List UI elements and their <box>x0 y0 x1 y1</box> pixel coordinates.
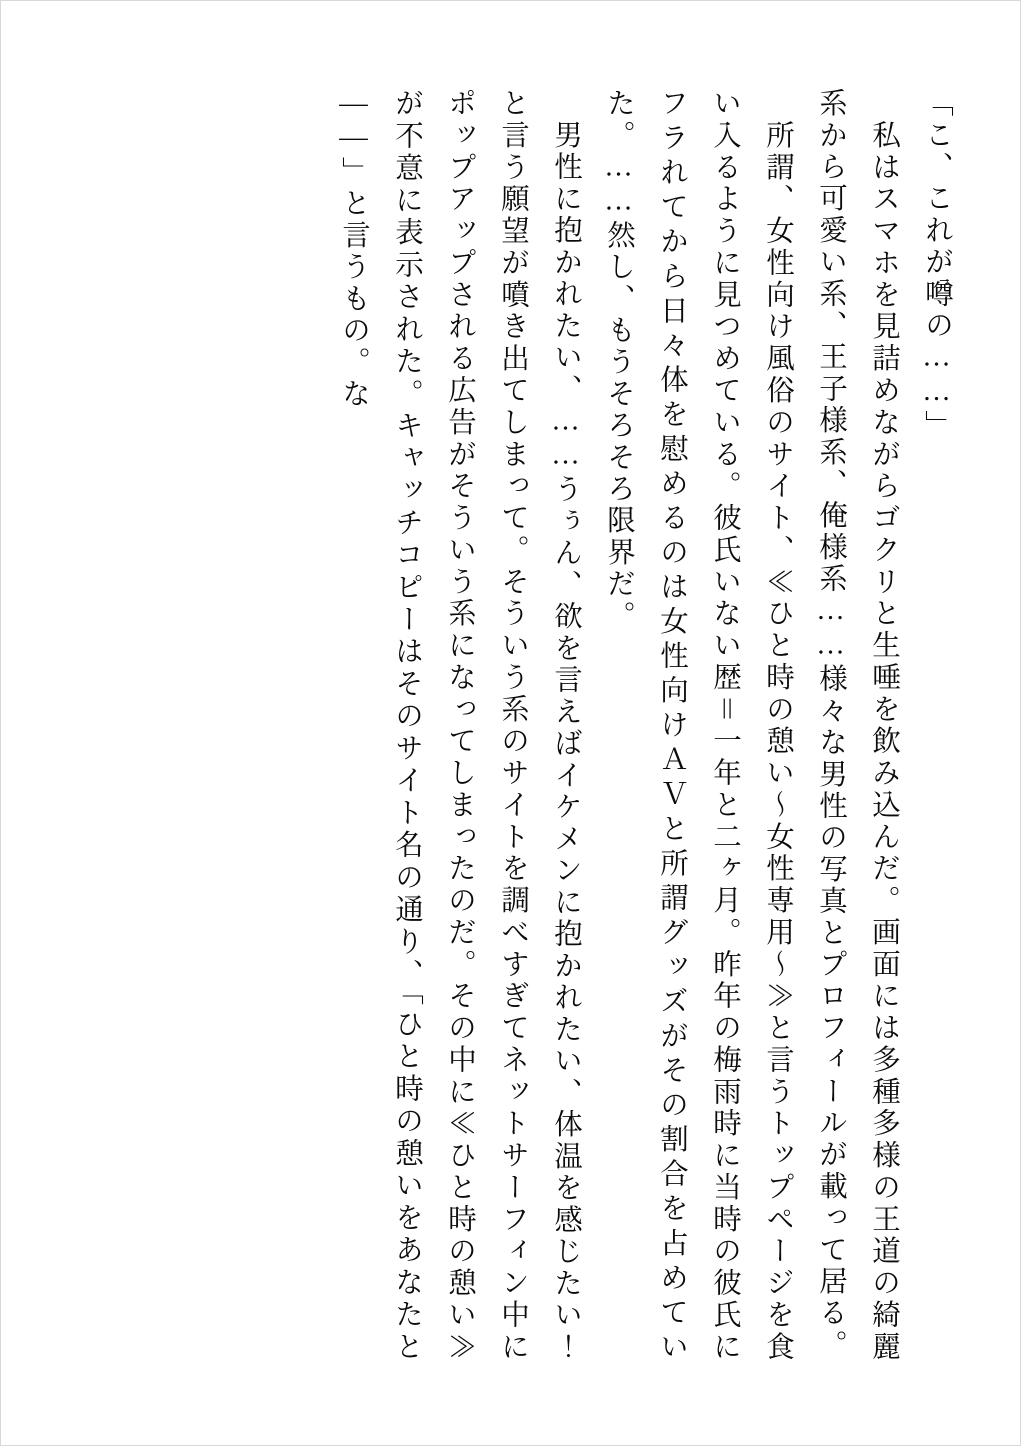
vertical-text-body <box>58 88 963 1395</box>
paragraph-3: 所謂、女性向け風俗のサイト、≪ひと時の憩い～女性専用～≫と言うトップページを食い入るように見つめている。彼氏いない歴＝一年と二ヶ月。昨年の梅雨時に当時の彼氏にフラれてから日々体を慰めるのは女性向けＡＶと所謂グッズがその割合を占めていた。……然し、もうそろそろ限界だ。 <box>603 88 793 1363</box>
paragraph-4: 男性に抱かれたい、……うぅん、欲を言えばイケメンに抱かれたい、体温を感じたい！ と言う願望が噴き出てしまって。そういう系のサイトを調べすぎてネットサーフィン中にポップアップされる広告がそういう系になってしまったのだ。その中に≪ひと時の憩い≫が不意に表示された。キャッチコピーはそのサイト名の通り、「ひと時の憩いをあなたと――」と言うもの。な <box>338 88 581 1395</box>
paragraph-2: 私はスマホを見詰めながらゴクリと生唾を飲み込んだ。画面には多種多様の王道の綺麗系から可愛い系、王子様系、俺様系……様々な男性の写真とプロフィールが載って居る。 <box>815 88 899 1363</box>
paragraph-1: 「こ、これが噂の……」 <box>921 88 952 442</box>
